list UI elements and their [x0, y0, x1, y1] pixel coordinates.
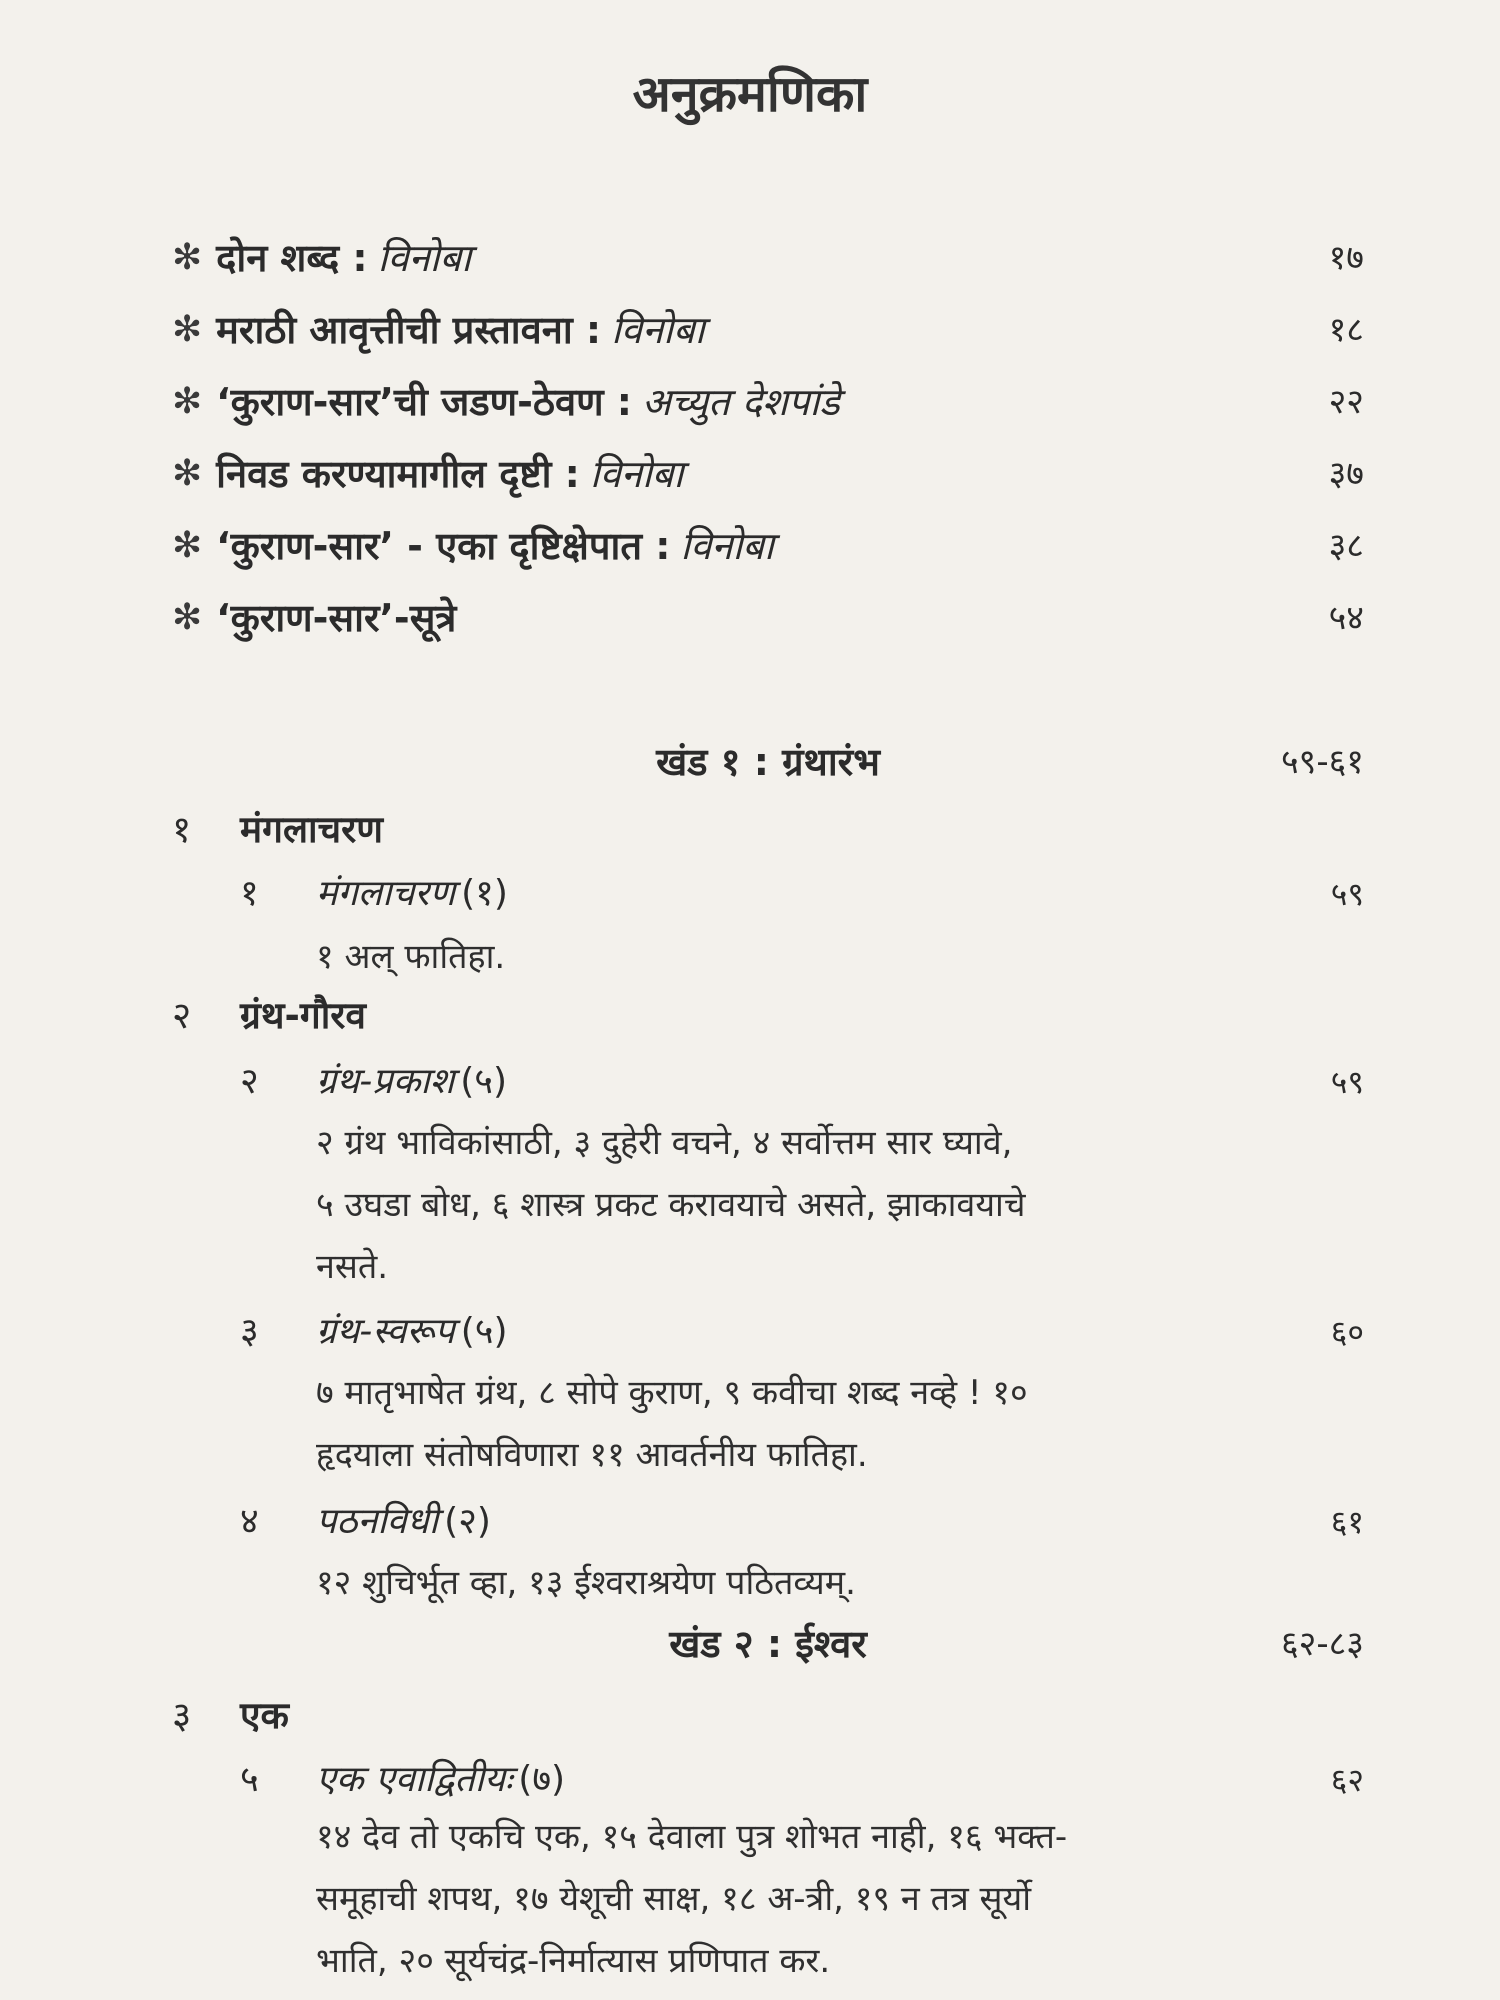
subsection-title: मंगलाचरण	[316, 873, 456, 914]
subsection-count: (२)	[444, 1501, 491, 1542]
verse-line: ७ मातृभाषेत ग्रंथ, ८ सोपे कुराण, ९ कवीचा शब्द नव्हे ! १०	[316, 1373, 1028, 1413]
chapter-number: ३	[172, 1694, 192, 1737]
verse-line: भाति, २० सूर्यचंद्र-निर्मात्यास प्रणिपात कर.	[316, 1941, 831, 1981]
subsection-verses	[316, 1806, 1216, 1992]
verse-line: १४ देव तो एकचि एक, १५ देवाला पुत्र शोभत नाही, १६ भक्त-	[316, 1817, 1068, 1857]
subsection-page: ५९	[1330, 1063, 1364, 1101]
verse-line: नसते.	[316, 1247, 389, 1287]
subsection-row	[240, 866, 1364, 922]
front-matter-item	[172, 588, 1364, 648]
chapter-title: ग्रंथ-गौरव	[240, 994, 366, 1037]
subsection-title: एक एवाद्वितीयः	[316, 1759, 513, 1800]
chapter-heading	[172, 988, 366, 1044]
front-matter-title: दोन शब्द :	[216, 236, 368, 280]
subsection-number: १	[240, 873, 259, 914]
front-matter-title: ‘कुराण-सार’ची जडण-ठेवण :	[216, 380, 633, 424]
asterisk-icon: ✻	[172, 309, 203, 350]
asterisk-icon: ✻	[172, 453, 203, 494]
section-title: खंड २ : ईश्वर	[669, 1622, 867, 1666]
front-matter-author: अच्युत देशपांडे	[642, 380, 840, 424]
chapter-number: १	[172, 808, 192, 851]
page-title: अनुक्रमणिका	[632, 65, 868, 123]
front-matter-title: निवड करण्यामागील दृष्टी :	[216, 452, 580, 496]
section-page-range: ५९-६१	[1281, 742, 1364, 782]
front-matter-page: २२	[1328, 382, 1364, 422]
verse-line: समूहाची शपथ, १७ येशूची साक्ष, १८ अ-त्री, १९ न तत्र सूर्यो	[316, 1879, 1032, 1919]
front-matter-author: विनोबा	[377, 236, 472, 280]
section-heading	[172, 1614, 1364, 1674]
chapter-number: २	[172, 994, 192, 1037]
front-matter-title: मराठी आवृत्तीची प्रस्तावना :	[216, 308, 602, 352]
section-page-range: ६२-८३	[1281, 1624, 1364, 1664]
subsection-title: ग्रंथ-प्रकाश	[316, 1061, 455, 1102]
asterisk-icon: ✻	[172, 597, 203, 638]
subsection-count: (५)	[460, 1311, 508, 1352]
verse-line: १ अल् फातिहा.	[316, 937, 506, 977]
subsection-verses	[316, 926, 1216, 988]
subsection-row	[240, 1494, 1364, 1550]
section-title: खंड १ : ग्रंथारंभ	[656, 740, 880, 784]
front-matter-page: १८	[1328, 310, 1364, 350]
front-matter-page: ५४	[1328, 598, 1364, 638]
front-matter-item	[172, 300, 1364, 360]
front-matter-title: ‘कुराण-सार’-सूत्रे	[216, 596, 457, 640]
front-matter-title: ‘कुराण-सार’ - एका दृष्टिक्षेपात :	[216, 524, 671, 568]
chapter-heading	[172, 1688, 289, 1744]
front-matter-page: १७	[1328, 238, 1364, 278]
chapter-title: मंगलाचरण	[240, 808, 384, 851]
front-matter-author: विनोबा	[611, 308, 705, 352]
subsection-number: ५	[240, 1759, 259, 1800]
subsection-page: ६१	[1330, 1503, 1364, 1541]
front-matter-author: विनोबा	[680, 524, 774, 568]
verse-line: २ ग्रंथ भाविकांसाठी, ३ दुहेरी वचने, ४ सर्वोत्तम सार घ्यावे,	[316, 1123, 1013, 1163]
verse-line: १२ शुचिर्भूत व्हा, १३ ईश्वराश्रयेण पठितव्यम्.	[316, 1563, 856, 1603]
subsection-verses	[316, 1112, 1216, 1298]
front-matter-item	[172, 516, 1364, 576]
verse-line: हृदयाला संतोषविणारा ११ आवर्तनीय फातिहा.	[316, 1435, 868, 1475]
subsection-title: पठनविधी	[316, 1501, 439, 1542]
subsection-page: ६०	[1330, 1313, 1364, 1351]
asterisk-icon: ✻	[172, 525, 203, 566]
subsection-title: ग्रंथ-स्वरूप	[316, 1311, 455, 1352]
chapter-heading	[172, 802, 383, 858]
front-matter-item	[172, 372, 1364, 432]
chapter-title: एक	[240, 1694, 289, 1737]
subsection-page: ६२	[1330, 1761, 1364, 1799]
front-matter-author: विनोबा	[589, 452, 684, 496]
verse-line: ५ उघडा बोध, ६ शास्त्र प्रकट करावयाचे असते, झाकावयाचे	[316, 1185, 1026, 1225]
subsection-row	[240, 1304, 1364, 1360]
front-matter-item	[172, 228, 1364, 288]
asterisk-icon: ✻	[172, 237, 203, 278]
section-heading	[172, 732, 1364, 792]
subsection-number: ३	[240, 1311, 259, 1352]
subsection-verses	[316, 1552, 1216, 1614]
front-matter-item	[172, 444, 1364, 504]
subsection-count: (७)	[518, 1759, 566, 1800]
subsection-verses	[316, 1362, 1216, 1486]
subsection-page: ५९	[1330, 875, 1364, 913]
subsection-row	[240, 1752, 1364, 1808]
front-matter-page: ३८	[1328, 526, 1364, 566]
subsection-number: २	[240, 1061, 259, 1102]
asterisk-icon: ✻	[172, 381, 203, 422]
subsection-row	[240, 1054, 1364, 1110]
subsection-count: (५)	[460, 1061, 508, 1102]
subsection-number: ४	[240, 1501, 259, 1542]
subsection-count: (१)	[461, 873, 508, 914]
front-matter-page: ३७	[1328, 454, 1364, 494]
